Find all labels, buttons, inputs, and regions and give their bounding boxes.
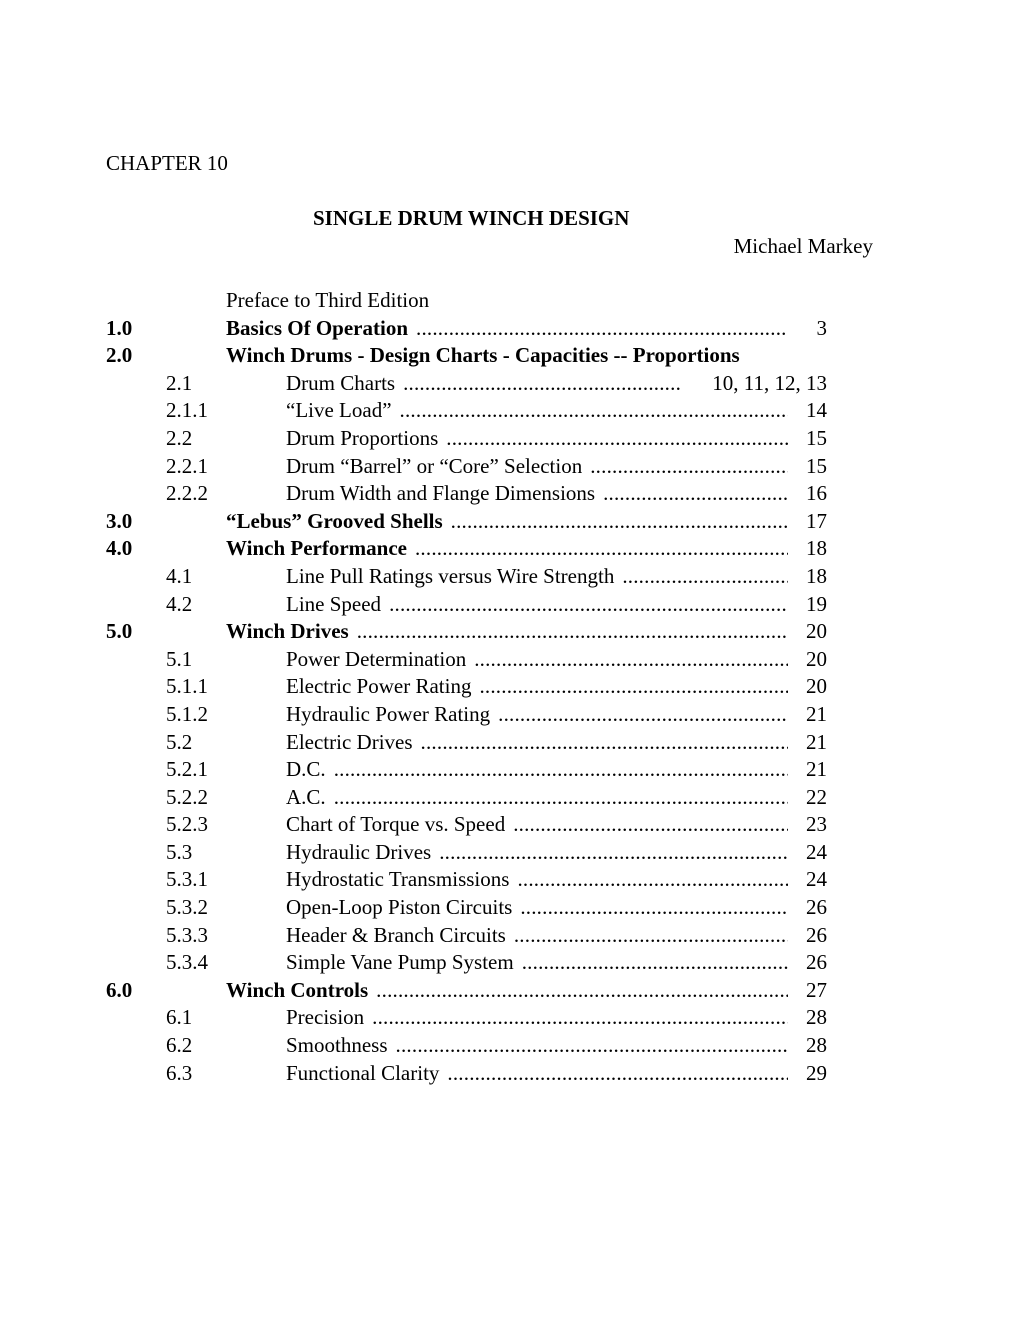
toc-label: Header & Branch Circuits (286, 922, 506, 947)
toc-number: 2.0 (106, 343, 133, 368)
toc-number: 5.3.3 (166, 922, 208, 947)
toc-number: 5.3.4 (166, 950, 208, 975)
toc-row (0, 1032, 1024, 1060)
toc-number: 2.2.1 (166, 453, 208, 478)
toc-page-number: 17 (806, 508, 827, 533)
toc-number: 5.1 (166, 646, 193, 671)
toc-row (0, 729, 1024, 757)
toc-row (0, 425, 1024, 453)
toc-number: 2.2 (166, 425, 193, 450)
toc-leader (372, 1005, 788, 1029)
toc-entry (286, 756, 788, 784)
toc-number: 1.0 (106, 315, 133, 340)
toc-row (0, 453, 1024, 481)
toc-leader (522, 950, 788, 974)
toc-row (0, 839, 1024, 867)
toc-label: Functional Clarity (286, 1060, 440, 1085)
toc-page-number: 18 (806, 536, 827, 561)
toc-row (0, 370, 1024, 398)
toc-label: “Live Load” (286, 398, 392, 423)
toc-leader (376, 978, 788, 1002)
toc-row (0, 591, 1024, 619)
toc-entry (286, 646, 788, 674)
toc-page-number: 10, 11, 12, 13 (712, 370, 827, 395)
toc-row (0, 535, 1024, 563)
toc-row (0, 977, 1024, 1005)
toc-page-number: 27 (806, 977, 827, 1002)
toc-entry (226, 342, 826, 370)
toc-page-number: 14 (806, 398, 827, 423)
toc-page-number: 20 (806, 619, 827, 644)
toc-label: Winch Performance (226, 536, 407, 561)
toc-number: 6.2 (166, 1033, 193, 1058)
toc-label: Simple Vane Pump System (286, 950, 514, 975)
toc-page-number: 21 (806, 701, 827, 726)
toc-entry (286, 480, 788, 508)
toc-entry (286, 673, 788, 701)
toc-label: Basics Of Operation (226, 315, 408, 340)
toc-number: 5.3.1 (166, 867, 208, 892)
toc-page-number: 15 (806, 425, 827, 450)
toc-leader (389, 592, 788, 616)
toc-page-number: 22 (806, 784, 827, 809)
toc-number: 5.3.2 (166, 895, 208, 920)
toc-row (0, 756, 1024, 784)
toc-entry (286, 894, 788, 922)
toc-number: 6.0 (106, 977, 133, 1002)
toc-leader (357, 619, 788, 643)
toc-row (0, 866, 1024, 894)
toc-entry (226, 535, 788, 563)
toc-entry (286, 729, 788, 757)
toc-label: Hydraulic Drives (286, 839, 432, 864)
toc-leader (513, 812, 788, 836)
toc-page-number: 3 (816, 315, 827, 340)
toc-entry (286, 591, 788, 619)
toc-number: 4.1 (166, 563, 193, 588)
toc-number: 4.2 (166, 591, 193, 616)
toc-entry (226, 315, 788, 343)
document-title: SINGLE DRUM WINCH DESIGN (313, 206, 630, 230)
toc-label: D.C. (286, 757, 326, 782)
toc-label: Electric Power Rating (286, 674, 472, 699)
toc-number: 2.1.1 (166, 398, 208, 423)
toc-page-number: 26 (806, 895, 827, 920)
toc-label: Drum Proportions (286, 425, 439, 450)
toc-entry (286, 1032, 788, 1060)
toc-row (0, 342, 1024, 370)
table-of-contents (0, 287, 1024, 1087)
toc-label: Winch Controls (226, 977, 369, 1002)
toc-label: Power Determination (286, 646, 467, 671)
toc-number: 5.2.2 (166, 784, 208, 809)
toc-row (0, 1060, 1024, 1088)
toc-entry (286, 784, 788, 812)
toc-entry (286, 949, 788, 977)
chapter-heading: CHAPTER 10 (106, 151, 228, 175)
toc-page-number: 24 (806, 839, 827, 864)
toc-label: “Lebus” Grooved Shells (226, 508, 443, 533)
toc-leader (416, 316, 788, 340)
toc-row (0, 922, 1024, 950)
toc-row (0, 315, 1024, 343)
toc-label: Open-Loop Piston Circuits (286, 895, 513, 920)
toc-page-number: 26 (806, 950, 827, 975)
toc-label: Drum “Barrel” or “Core” Selection (286, 453, 583, 478)
toc-number: 5.2.3 (166, 812, 208, 837)
toc-page-number: 18 (806, 563, 827, 588)
toc-page-number: 20 (806, 646, 827, 671)
toc-number: 2.2.2 (166, 481, 208, 506)
toc-row (0, 673, 1024, 701)
toc-label: Electric Drives (286, 729, 413, 754)
toc-number: 5.1.1 (166, 674, 208, 699)
toc-leader (334, 757, 788, 781)
toc-page-number: 16 (806, 481, 827, 506)
toc-number: 6.3 (166, 1060, 193, 1085)
toc-leader (446, 426, 788, 450)
toc-label: Precision (286, 1005, 365, 1030)
toc-entry (286, 811, 788, 839)
toc-leader (514, 923, 788, 947)
toc-page-number: 26 (806, 922, 827, 947)
toc-entry (226, 618, 788, 646)
toc-entry (286, 397, 788, 425)
toc-row (0, 811, 1024, 839)
toc-row (0, 480, 1024, 508)
toc-label: Drum Width and Flange Dimensions (286, 481, 596, 506)
toc-page-number: 28 (806, 1033, 827, 1058)
toc-number: 6.1 (166, 1005, 193, 1030)
toc-entry (286, 563, 788, 591)
toc-number: 5.2 (166, 729, 193, 754)
toc-label: A.C. (286, 784, 326, 809)
toc-label: Hydraulic Power Rating (286, 701, 491, 726)
toc-number: 5.3 (166, 839, 193, 864)
toc-leader (447, 1061, 788, 1085)
toc-row (0, 397, 1024, 425)
toc-entry (286, 453, 788, 481)
toc-label: Smoothness (286, 1033, 388, 1058)
toc-leader (520, 895, 788, 919)
toc-row (0, 646, 1024, 674)
author-name: Michael Markey (733, 234, 873, 258)
toc-entry (286, 1060, 788, 1088)
toc-leader (396, 1033, 788, 1057)
toc-label: Winch Drums - Design Charts - Capacities -- Proportions (226, 343, 740, 368)
toc-leader (603, 481, 788, 505)
toc-page-number: 29 (806, 1060, 827, 1085)
toc-leader (421, 730, 788, 754)
toc-entry (226, 977, 788, 1005)
toc-label: Winch Drives (226, 619, 349, 644)
toc-entry (286, 425, 788, 453)
toc-row (0, 563, 1024, 591)
toc-leader (415, 536, 788, 560)
toc-label: Line Pull Ratings versus Wire Strength (286, 563, 615, 588)
toc-row (0, 949, 1024, 977)
toc-leader (479, 674, 788, 698)
toc-leader (517, 867, 788, 891)
toc-preface-text: Preface to Third Edition (226, 288, 430, 312)
toc-leader (474, 647, 788, 671)
toc-leader (439, 840, 788, 864)
toc-row (0, 618, 1024, 646)
toc-row (0, 1004, 1024, 1032)
toc-page-number: 19 (806, 591, 827, 616)
toc-preface-row (0, 287, 1024, 315)
toc-label: Drum Charts (286, 370, 396, 395)
toc-row (0, 701, 1024, 729)
toc-entry (286, 866, 788, 894)
toc-number: 5.0 (106, 619, 133, 644)
toc-entry (286, 370, 682, 398)
toc-number: 3.0 (106, 508, 133, 533)
toc-number: 2.1 (166, 370, 193, 395)
toc-label: Line Speed (286, 591, 382, 616)
toc-leader (622, 564, 788, 588)
toc-number: 5.1.2 (166, 701, 208, 726)
toc-label: Hydrostatic Transmissions (286, 867, 510, 892)
toc-leader (403, 371, 682, 395)
toc-leader (334, 785, 788, 809)
toc-page-number: 20 (806, 674, 827, 699)
toc-entry (286, 1004, 788, 1032)
toc-entry (286, 701, 788, 729)
toc-leader (498, 702, 788, 726)
toc-label: Chart of Torque vs. Speed (286, 812, 506, 837)
toc-row (0, 508, 1024, 536)
toc-number: 4.0 (106, 536, 133, 561)
toc-number: 5.2.1 (166, 757, 208, 782)
toc-leader (451, 509, 788, 533)
toc-preface-label (226, 287, 788, 315)
toc-row (0, 894, 1024, 922)
toc-page-number: 21 (806, 757, 827, 782)
toc-page-number: 24 (806, 867, 827, 892)
toc-leader (400, 398, 788, 422)
toc-page-number: 28 (806, 1005, 827, 1030)
toc-leader (590, 454, 788, 478)
toc-page-number: 15 (806, 453, 827, 478)
toc-entry (226, 508, 788, 536)
toc-entry (286, 839, 788, 867)
toc-entry (286, 922, 788, 950)
toc-row (0, 784, 1024, 812)
toc-page-number: 23 (806, 812, 827, 837)
toc-page-number: 21 (806, 729, 827, 754)
